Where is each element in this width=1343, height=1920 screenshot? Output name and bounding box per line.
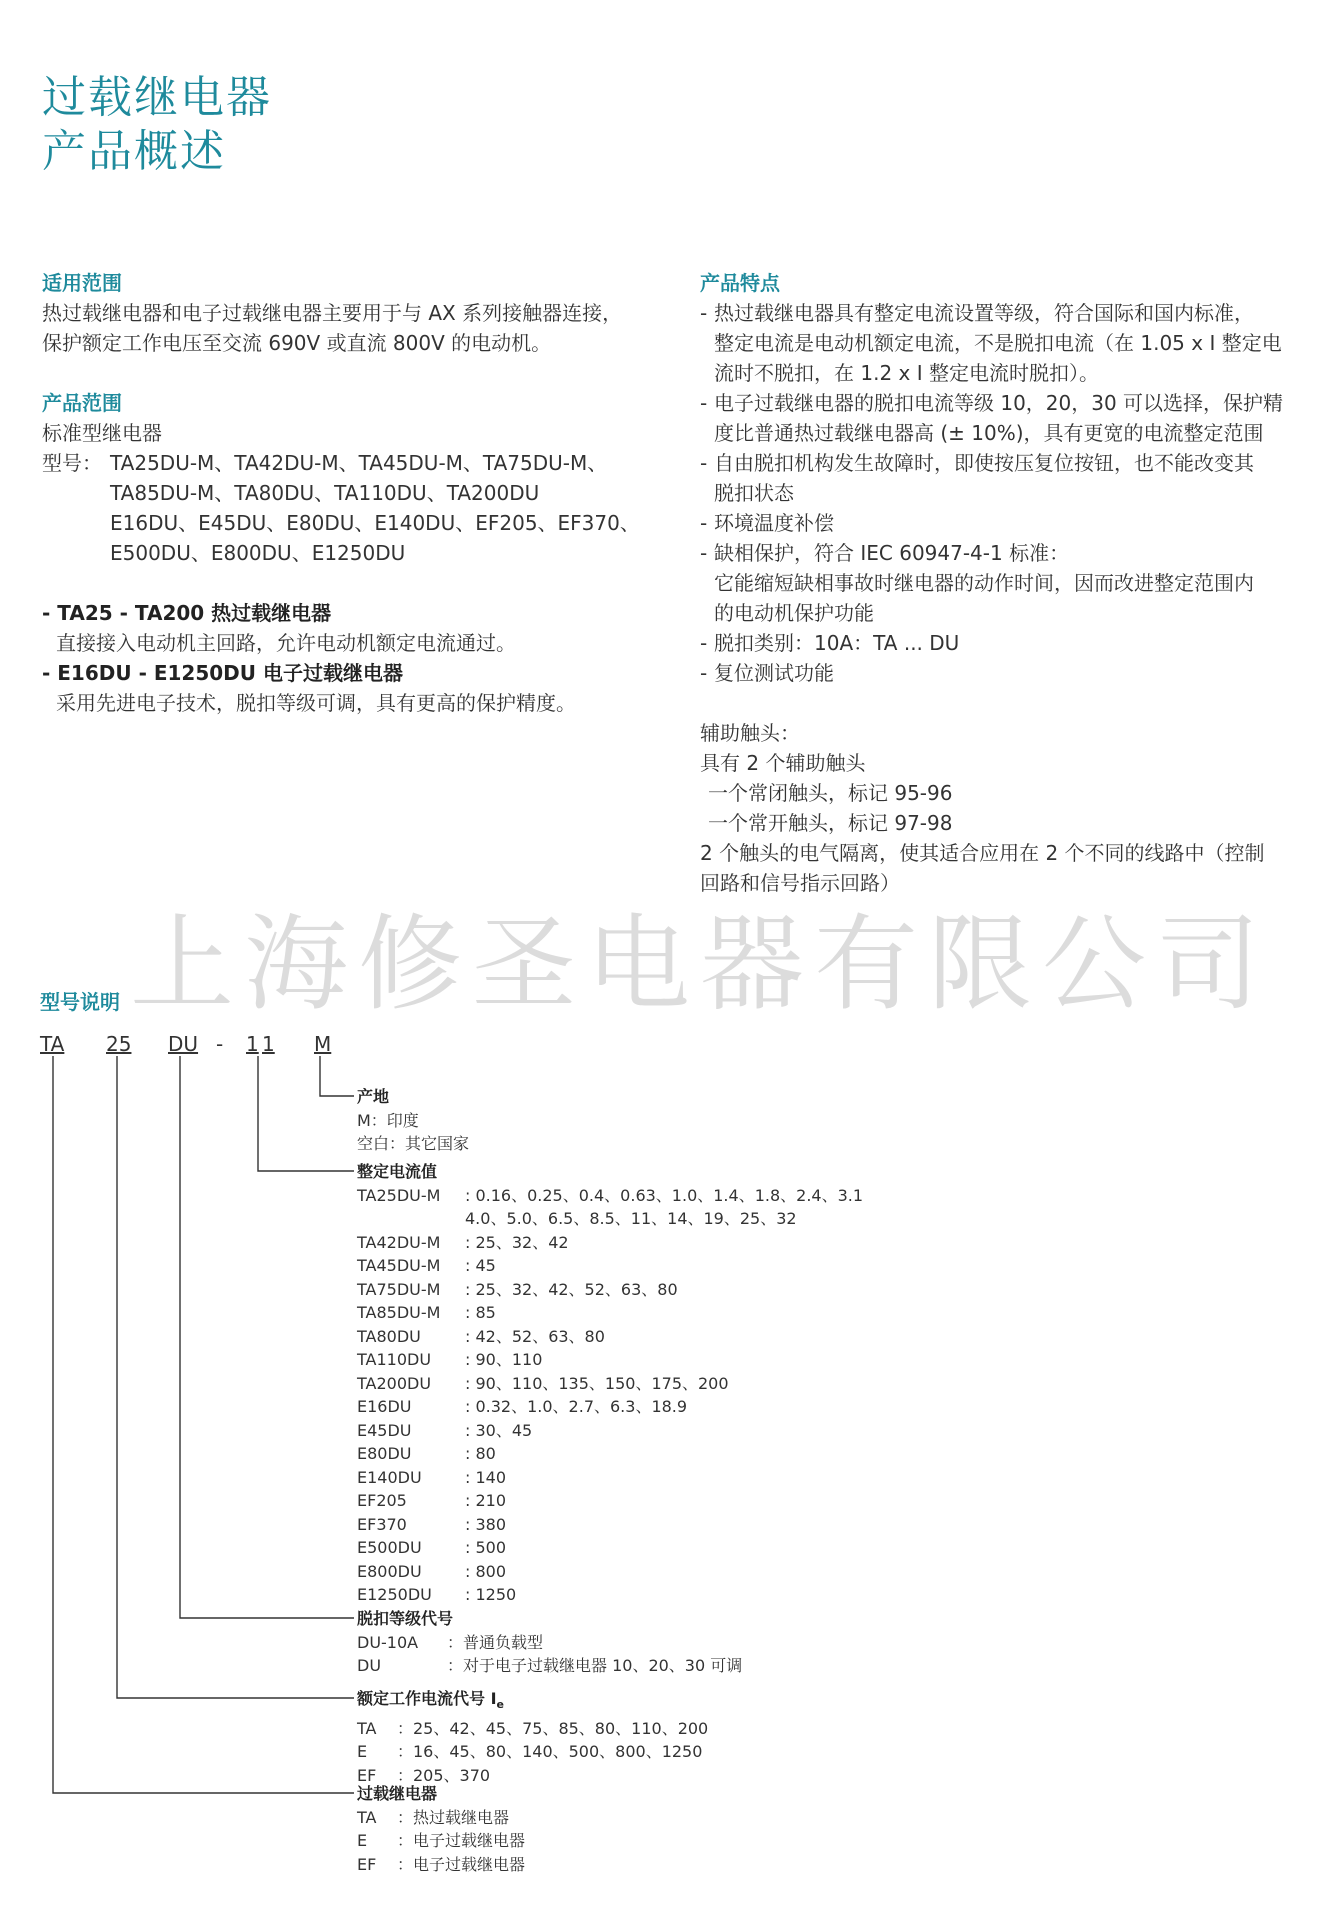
feature-line: 的电动机保护功能 [714,601,874,625]
relay-row: EF ：电子过载继电器 [357,1854,526,1874]
setting-row: E140DU : 140 [357,1467,507,1487]
feature-item [700,448,1320,508]
rated-row: TA ：25、42、45、75、85、80、110、200 [357,1718,709,1738]
feature-line: 环境温度补偿 [714,511,834,535]
aux-line: 回路和信号指示回路） [700,871,900,895]
setting-row: TA75DU-M : 25、32、42、52、63、80 [357,1279,678,1299]
left-column [42,268,682,718]
feature-line: 脱扣类别：10A：TA ... DU [714,631,960,655]
aux-line: 一个常闭触头，标记 95-96 [708,781,953,805]
code-part-trip: DU [168,1032,199,1056]
bullet-dash: - [700,511,708,535]
aux-heading: 辅助触头： [700,721,800,745]
setting-row: 4.0、5.0、6.5、8.5、11、14、19、25、32 [465,1209,797,1228]
feature-item [700,538,1320,628]
relay-block [357,1782,525,1876]
connector-setting [258,1056,354,1171]
setting-row: TA200DU : 90、110、135、150、175、200 [357,1373,729,1393]
code-part-origin: M [314,1032,332,1056]
setting-block [357,1160,863,1607]
scope-heading: 适用范围 [42,271,122,295]
bullet-dash: - [700,451,708,475]
watermark-text: 上海修圣电器有限公司 [130,903,1271,1025]
range-heading: 产品范围 [42,391,122,415]
setting-row: E1250DU : 1250 [357,1585,517,1604]
model-line: TA25DU-M、TA42DU-M、TA45DU-M、TA75DU-M、 [110,451,608,475]
decoder-heading: 型号说明 [40,990,120,1014]
connector-relay [53,1056,354,1793]
feature-line: 流时不脱扣，在 1.2 x I 整定电流时脱扣）。 [714,361,1099,385]
code-part-setting-2: 1 [262,1032,275,1056]
connector-rated [117,1056,354,1698]
setting-row: TA110DU : 90、110 [357,1350,543,1369]
feature-line: 整定电流是电动机额定电流，不是脱扣电流（在 1.05 x I 整定电 [714,331,1282,355]
origin-item: 空白：其它国家 [357,1134,470,1153]
rated-block [357,1687,708,1787]
origin-item: M：印度 [357,1110,419,1130]
feature-line: 热过载继电器具有整定电流设置等级，符合国际和国内标准， [714,301,1254,325]
rated-row: E ：16、45、80、140、500、800、1250 [357,1742,703,1762]
trip-row: DU ：对于电子过载继电器 10、20、30 可调 [357,1656,743,1675]
feature-item [700,628,1320,658]
connector-trip [180,1056,354,1618]
code-part-setting-1: 1 [246,1032,259,1056]
code-part-current: 25 [106,1032,132,1056]
features-heading: 产品特点 [700,271,780,295]
feature-line: 它能缩短缺相事故时继电器的动作时间，因而改进整定范围内 [714,571,1254,595]
setting-heading: 整定电流值 [357,1162,438,1181]
setting-row: EF205 : 210 [357,1491,507,1510]
feature-line: 度比普通热过载继电器高 (± 10%)，具有更宽的电流整定范围 [714,421,1264,445]
relay-heading: 过载继电器 [357,1784,438,1803]
setting-row: E45DU : 30、45 [357,1420,533,1440]
origin-heading: 产地 [357,1087,390,1106]
ta-series-description: 直接接入电动机主回路，允许电动机额定电流通过。 [56,631,516,655]
setting-row: TA42DU-M : 25、32、42 [357,1232,569,1252]
setting-row: EF370 : 380 [357,1514,507,1534]
page-title: 过载继电器 [42,72,272,123]
code-part-dash: - [216,1032,224,1056]
bullet-dash: - [700,301,708,325]
setting-row: TA85DU-M : 85 [357,1303,496,1322]
relay-row: E ：电子过载继电器 [357,1831,526,1850]
feature-line: 脱扣状态 [714,481,794,505]
setting-row: E16DU : 0.32、1.0、2.7、6.3、18.9 [357,1397,688,1416]
feature-item [700,298,1320,388]
right-column [700,268,1320,898]
relay-row: TA ：热过载继电器 [357,1807,510,1827]
rated-row: EF ：205、370 [357,1765,491,1785]
feature-line: 复位测试功能 [714,661,834,685]
trip-heading: 脱扣等级代号 [357,1609,454,1628]
setting-row: TA25DU-M : 0.16、0.25、0.4、0.63、1.0、1.4、1.8、2.4、3.1 [357,1185,864,1205]
aux-line: 一个常开触头，标记 97-98 [708,811,953,835]
feature-item [700,388,1320,448]
feature-line: 自由脱扣机构发生故障时，即使按压复位按钮，也不能改变其 [714,451,1254,475]
scope-line: 热过载继电器和电子过载继电器主要用于与 AX 系列接触器连接， [42,301,623,325]
bullet-dash: - [700,631,708,655]
setting-row: TA45DU-M : 45 [357,1256,496,1275]
ta-series-heading: - TA25 - TA200 热过载继电器 [42,601,332,625]
setting-row: E500DU : 500 [357,1538,507,1557]
page-subtitle: 产品概述 [42,126,226,177]
model-list [42,448,682,568]
bullet-dash: - [700,391,708,415]
trip-row: DU-10A ：普通负载型 [357,1632,544,1652]
code-part-series: TA [40,1032,65,1056]
aux-line: 2 个触头的电气隔离，使其适合应用在 2 个不同的线路中（控制 [700,841,1265,865]
e-series-heading: - E16DU - E1250DU 电子过载继电器 [42,661,403,685]
e-series-description: 采用先进电子技术，脱扣等级可调，具有更高的保护精度。 [56,691,576,715]
setting-row: TA80DU : 42、52、63、80 [357,1326,605,1346]
model-line: E500DU、E800DU、E1250DU [110,541,406,565]
setting-row: E80DU : 80 [357,1444,496,1463]
feature-line: 电子过载继电器的脱扣电流等级 10，20，30 可以选择，保护精 [714,391,1284,415]
setting-row: E800DU : 800 [357,1561,507,1581]
bullet-dash: - [700,661,708,685]
connector-origin [320,1056,354,1096]
model-label: 型号： [42,451,102,475]
trip-block [357,1607,742,1678]
feature-line: 缺相保护，符合 IEC 60947-4-1 标准： [714,541,1070,565]
bullet-dash: - [700,541,708,565]
origin-block [357,1085,469,1156]
model-line: TA85DU-M、TA80DU、TA110DU、TA200DU [110,481,540,505]
model-line: E16DU、E45DU、E80DU、E140DU、EF205、EF370、 [110,511,640,535]
feature-item [700,508,1320,538]
scope-line: 保护额定工作电压至交流 690V 或直流 800V 的电动机。 [42,331,552,355]
rated-heading: 额定工作电流代号 $I_e$ [357,1689,504,1712]
feature-item [700,658,1320,688]
range-subheading: 标准型继电器 [42,421,162,445]
aux-line: 具有 2 个辅助触头 [700,751,866,775]
